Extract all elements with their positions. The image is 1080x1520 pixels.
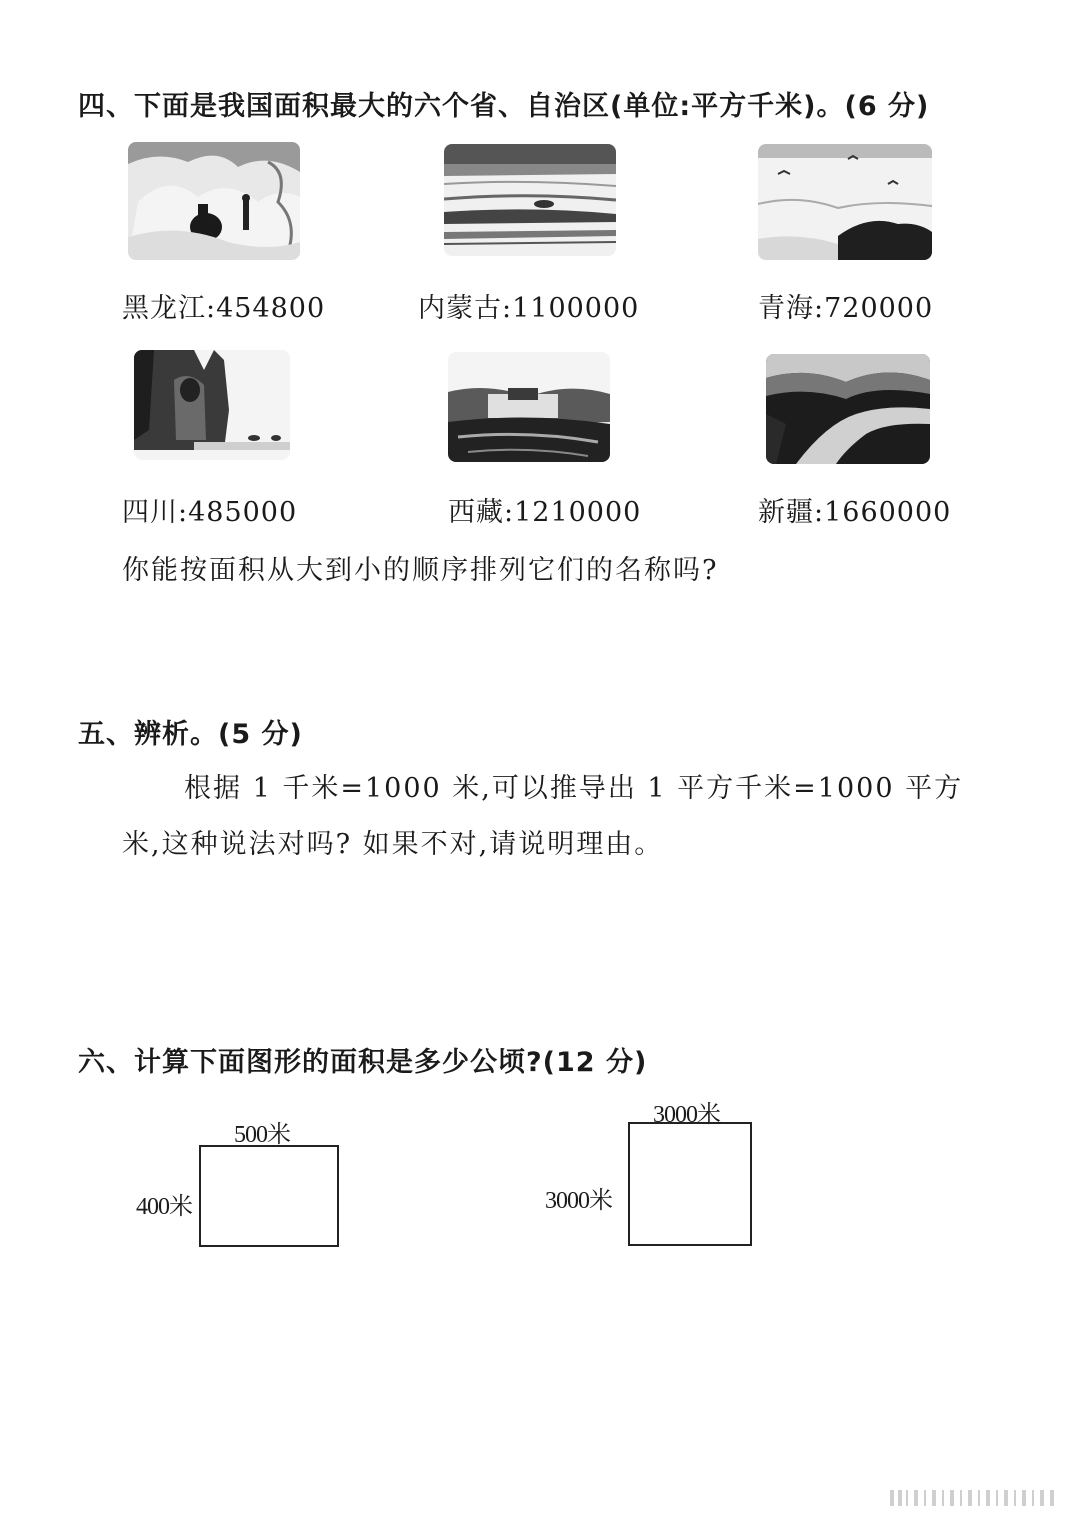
figure-2-top-label: 3000米 — [653, 1102, 720, 1128]
figure-2-side-label: 3000米 — [545, 1188, 612, 1214]
region-label-xinjiang: 新疆:1660000 — [758, 497, 952, 528]
mountain-valley-photo — [766, 354, 930, 464]
region-label-sichuan: 四川:485000 — [122, 497, 298, 528]
section-4-question: 你能按面积从大到小的顺序排列它们的名称吗? — [122, 555, 719, 586]
region-label-xizang: 西藏:1210000 — [448, 497, 642, 528]
section-5-line-1: 根据 1 千米=1000 米,可以推导出 1 平方千米=1000 平方 — [184, 773, 964, 804]
region-label-neimenggu: 内蒙古:1100000 — [418, 293, 640, 324]
potala-palace-photo — [448, 352, 610, 462]
giant-buddha-photo — [134, 350, 290, 460]
section-4-heading: 四、下面是我国面积最大的六个省、自治区(单位:平方千米)。(6 分) — [78, 91, 930, 122]
figure-1-top-label: 500米 — [234, 1122, 290, 1148]
section-5-line-2: 米,这种说法对吗? 如果不对,请说明理由。 — [122, 829, 664, 860]
region-label-qinghai: 青海:720000 — [758, 293, 934, 324]
watermark-bars — [890, 1488, 1060, 1508]
section-6-heading: 六、计算下面图形的面积是多少公顷?(12 分) — [78, 1047, 648, 1078]
section-5-heading: 五、辨析。(5 分) — [78, 719, 303, 750]
figure-2-square — [628, 1122, 752, 1246]
snow-sculpture-photo — [128, 142, 300, 260]
grassland-photo — [444, 144, 616, 256]
lake-birds-photo — [758, 144, 932, 260]
region-label-heilongjiang: 黑龙江:454800 — [122, 293, 326, 324]
figure-1-side-label: 400米 — [136, 1194, 192, 1220]
figure-1-rectangle — [199, 1145, 339, 1247]
